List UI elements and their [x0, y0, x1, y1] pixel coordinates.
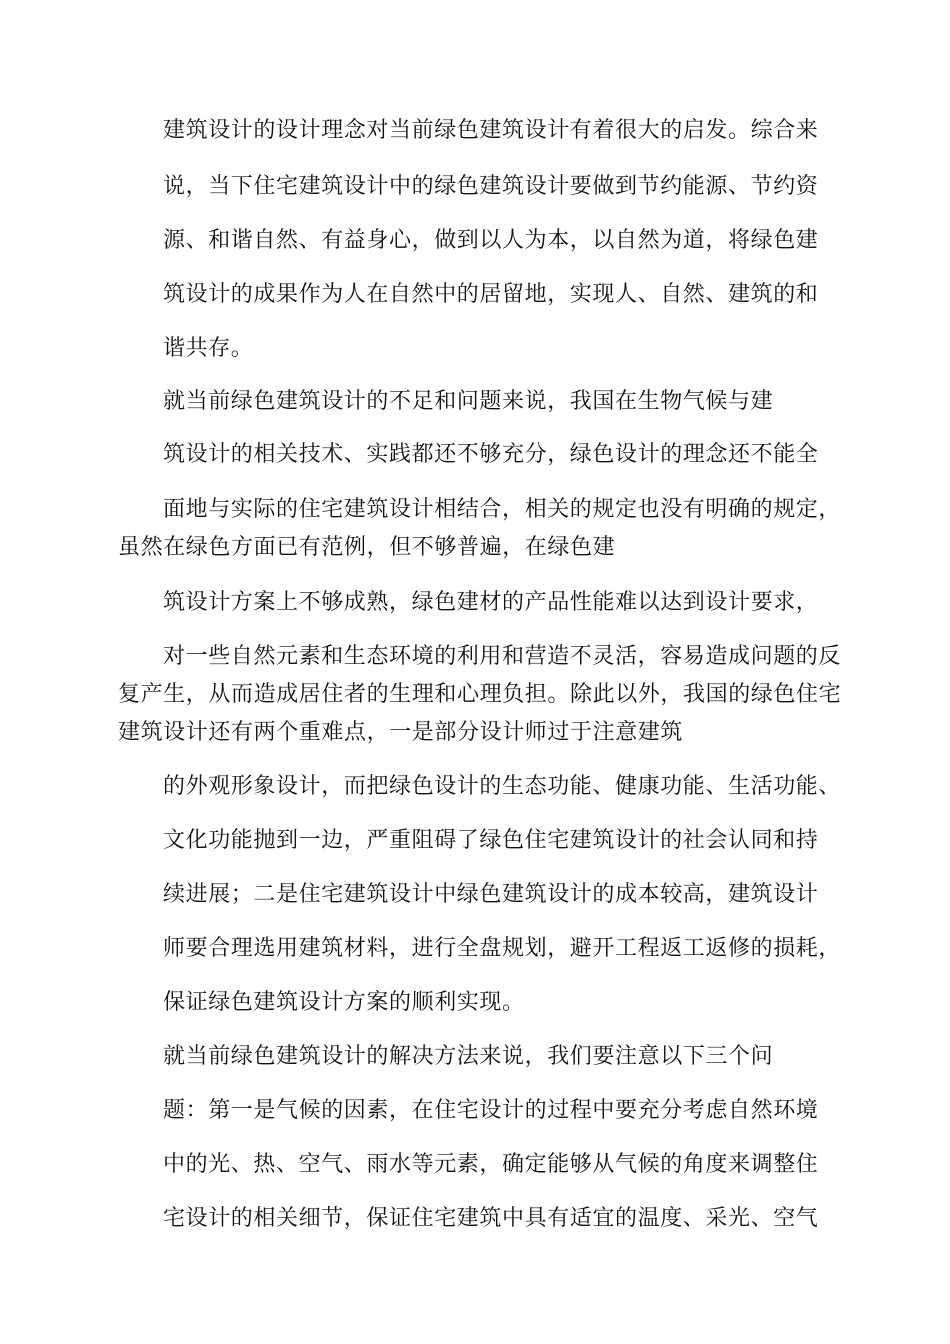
- text-line: 建筑设计的设计理念对当前绿色建筑设计有着很大的启发。综合来: [163, 118, 819, 143]
- text-line: 源、和谐自然、有益身心，做到以人为本，以自然为道，将绿色建: [163, 228, 819, 253]
- text-line: 中的光、热、空气、雨水等元素，确定能够从气候的角度来调整住: [163, 1152, 819, 1177]
- text-line: 对一些自然元素和生态环境的利用和营造不灵活，容易造成问题的反: [163, 644, 842, 669]
- text-line: 文化功能抛到一边，严重阻碍了绿色住宅建筑设计的社会认同和持: [163, 828, 819, 853]
- text-line: 虽然在绿色方面已有范例，但不够普遍，在绿色建: [118, 535, 616, 560]
- text-line: 建筑设计还有两个重难点，一是部分设计师过于注意建筑: [118, 720, 684, 745]
- text-line: 复产生，从而造成居住者的生理和心理负担。除此以外，我国的绿色住宅: [118, 682, 842, 707]
- text-line: 就当前绿色建筑设计的解决方法来说，我们要注意以下三个问: [163, 1044, 774, 1069]
- text-line: 谐共存。: [163, 336, 254, 361]
- text-line: 筑设计的成果作为人在自然中的居留地，实现人、自然、建筑的和: [163, 282, 819, 307]
- text-line: 的外观形象设计，而把绿色设计的生态功能、健康功能、生活功能、: [163, 774, 842, 799]
- text-line: 就当前绿色建筑设计的不足和问题来说，我国在生物气候与建: [163, 389, 774, 414]
- text-line: 筑设计的相关技术、实践都还不够充分，绿色设计的理念还不能全: [163, 442, 819, 467]
- text-line: 说，当下住宅建筑设计中的绿色建筑设计要做到节约能源、节约资: [163, 174, 819, 199]
- text-line: 筑设计方案上不够成熟，绿色建材的产品性能难以达到设计要求，: [163, 590, 819, 615]
- text-line: 题：第一是气候的因素，在住宅设计的过程中要充分考虑自然环境: [163, 1098, 819, 1123]
- text-line: 保证绿色建筑设计方案的顺利实现。: [163, 990, 525, 1015]
- text-line: 面地与实际的住宅建筑设计相结合，相关的规定也没有明确的规定，: [163, 497, 842, 522]
- text-line: 续进展；二是住宅建筑设计中绿色建筑设计的成本较高，建筑设计: [163, 882, 819, 907]
- text-line: 宅设计的相关细节，保证住宅建筑中具有适宜的温度、采光、空气: [163, 1206, 819, 1231]
- text-line: 师要合理选用建筑材料，进行全盘规划，避开工程返工返修的损耗，: [163, 936, 842, 961]
